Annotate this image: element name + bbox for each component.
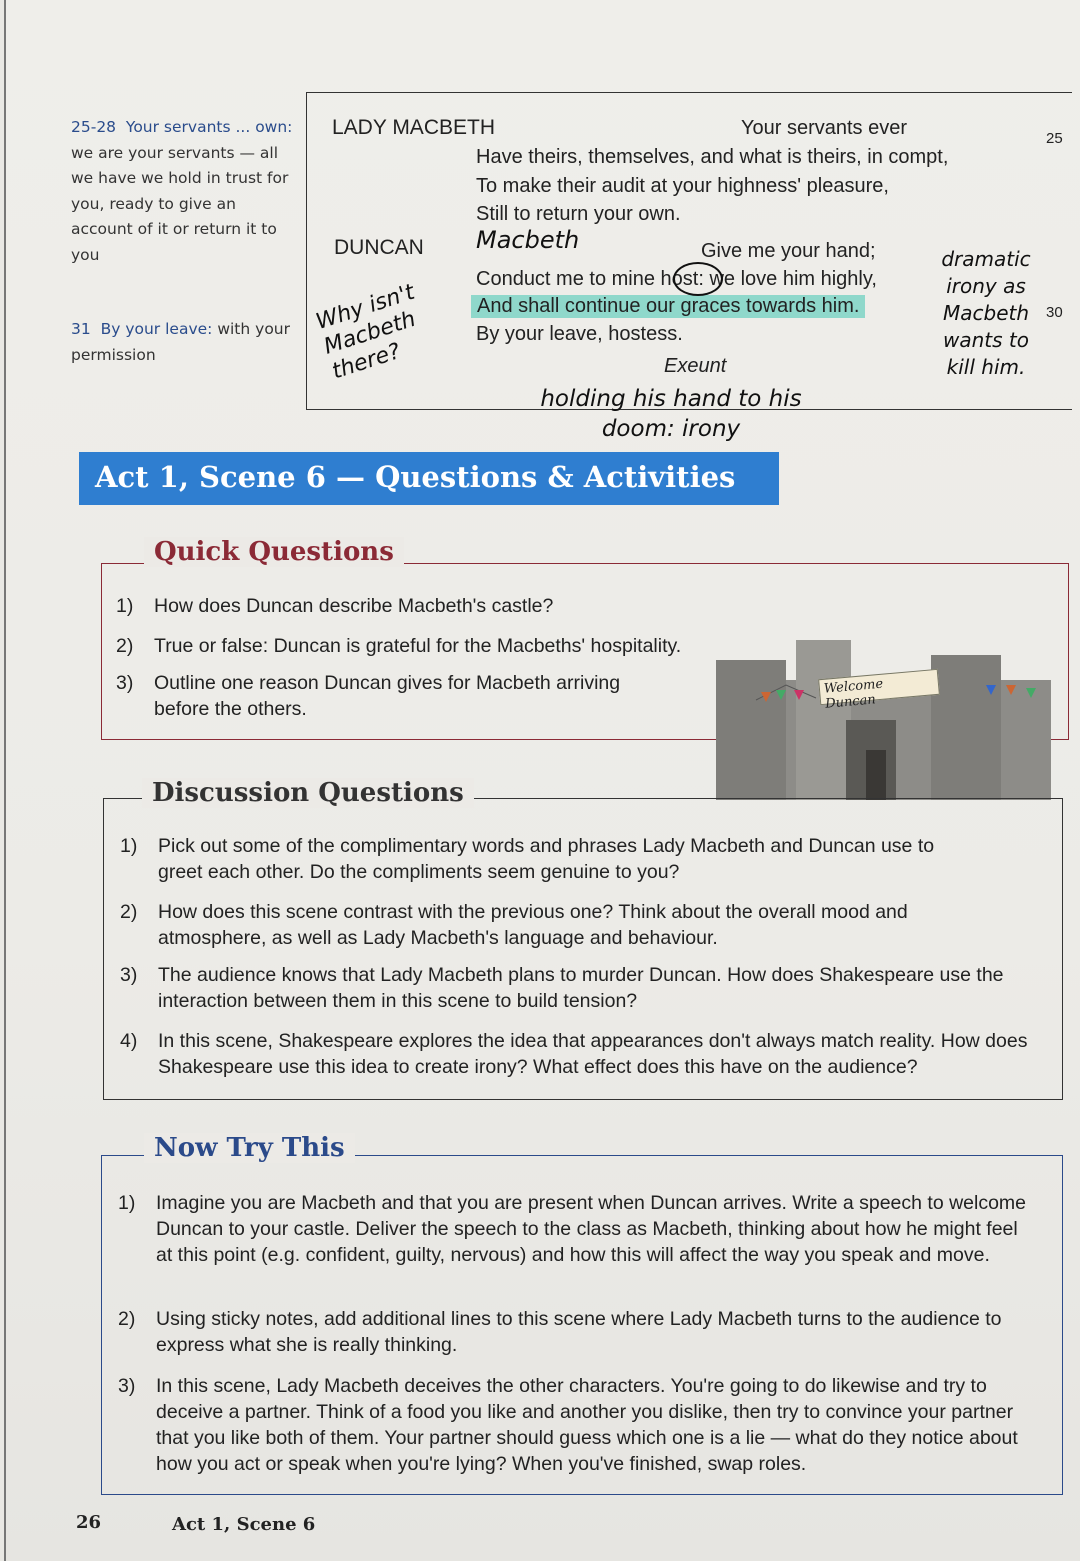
sign-text: Welcome [823,676,884,697]
activity-item [118,1306,1046,1358]
line-number: 25 [1046,130,1063,147]
gloss-term: By your leave: [100,320,213,338]
play-line-text: Conduct me to mine host: we love him highly, [476,268,877,290]
question-text: The audience knows that Lady Macbeth plans to murder Duncan. How does Shakespeare use the interaction between them in this scene to build tension? [158,964,1004,1012]
gloss-25-28 [71,115,301,268]
annotation-macbeth: Macbeth [476,226,580,254]
activity-text: In this scene, Lady Macbeth deceives the other characters. You're going to do likewise and try to deceive a partner. Think of a food you like and another you dislike, then try to convince your partner that you like both of them. Your partner should guess which one is a lie — what do they notice about how you act or speak when you're lying? When you've finished, swap roles. [156,1375,1018,1475]
annotation-why: Why isn't Macbeth there? [313,279,419,385]
item-number: 3) [116,672,134,694]
discussion-question [120,1028,1048,1080]
quick-questions-title: Quick Questions [144,537,404,567]
section-banner: Act 1, Scene 6 — Questions & Activities [79,452,779,505]
footer-section: Act 1, Scene 6 [172,1514,316,1535]
play-line: To make their audit at your highness' pleasure, [476,175,889,197]
now-try-this-title: Now Try This [144,1133,355,1163]
question-text: In this scene, Shakespeare explores the idea that appearances don't always match reality. How does Shakespeare use this idea to create irony? What effect does this have on the audience? [158,1030,1028,1078]
gloss-ref: 31 [71,320,91,338]
item-number: 2) [118,1308,136,1330]
play-line: Give me your hand; [701,240,876,262]
item-number: 1) [116,595,134,617]
activity-text: Imagine you are Macbeth and that you are present when Duncan arrives. Write a speech to welcome Duncan to your castle. Deliver the speech to the class as Macbeth, thinking about how he might feel at this point (e.g. confident, guilty, nervous) and how this will affect the way you speak and move. [156,1192,1027,1266]
item-number: 3) [118,1375,136,1397]
discussion-question [120,962,1008,1014]
item-number: 2) [120,901,138,923]
annotation-dramatic-irony: dramatic irony as Macbeth wants to kill him. [941,247,1031,379]
item-number: 4) [120,1030,138,1052]
page-number: 26 [76,1512,102,1533]
item-number: 1) [118,1192,136,1214]
sign-text: Duncan [824,692,877,712]
annotation-holding: holding his hand to his doom: irony [540,386,802,442]
item-number: 3) [120,964,138,986]
gloss-text: we are your servants — all we have we hold in trust for you, ready to give an account of it or return it to you [71,143,289,264]
question-text: How does this scene contrast with the previous one? Think about the overall mood and atmosphere, as well as Lady Macbeth's language and behaviour. [158,901,908,949]
castle-illustration [716,640,1061,800]
activity-item [118,1190,1036,1268]
gloss-ref: 25-28 [71,118,117,136]
gloss-term: Your servants ... own: [125,118,293,136]
play-line: Your servants ever [741,117,908,139]
discussion-question [120,833,948,885]
textbook-page [4,0,1080,1561]
play-line: By your leave, hostess. [476,323,683,345]
speaker-lady-macbeth: LADY MACBETH [332,116,495,139]
question-text: True or false: Duncan is grateful for the Macbeths' hospitality. [154,635,682,657]
discussion-questions-title: Discussion Questions [142,778,474,808]
quick-question [116,633,734,659]
item-number: 2) [116,635,134,657]
play-line: Have theirs, themselves, and what is theirs, in compt, [476,146,949,168]
speaker-duncan: DUNCAN [334,236,424,259]
activity-item [118,1373,1046,1477]
gloss-31 [71,317,301,368]
question-text: How does Duncan describe Macbeth's castle? [154,595,554,617]
activity-text: Using sticky notes, add additional lines to this scene where Lady Macbeth turns to the audience to express what she is really thinking. [156,1308,1002,1356]
stage-direction: Exeunt [664,355,727,377]
quick-question [116,670,674,722]
play-line-highlighted: And shall continue our graces towards him. [471,295,865,318]
question-text: Outline one reason Duncan gives for Macbeth arriving before the others. [154,672,621,720]
line-number: 30 [1046,304,1063,321]
quick-question [116,593,694,619]
play-line: Still to return your own. [476,203,681,225]
circle-annotation [673,262,723,296]
discussion-question [120,899,988,951]
item-number: 1) [120,835,138,857]
gloss-text: with your permission [71,320,290,364]
question-text: Pick out some of the complimentary words and phrases Lady Macbeth and Duncan use to greet each other. Do the compliments seem genuine to you? [158,835,935,883]
